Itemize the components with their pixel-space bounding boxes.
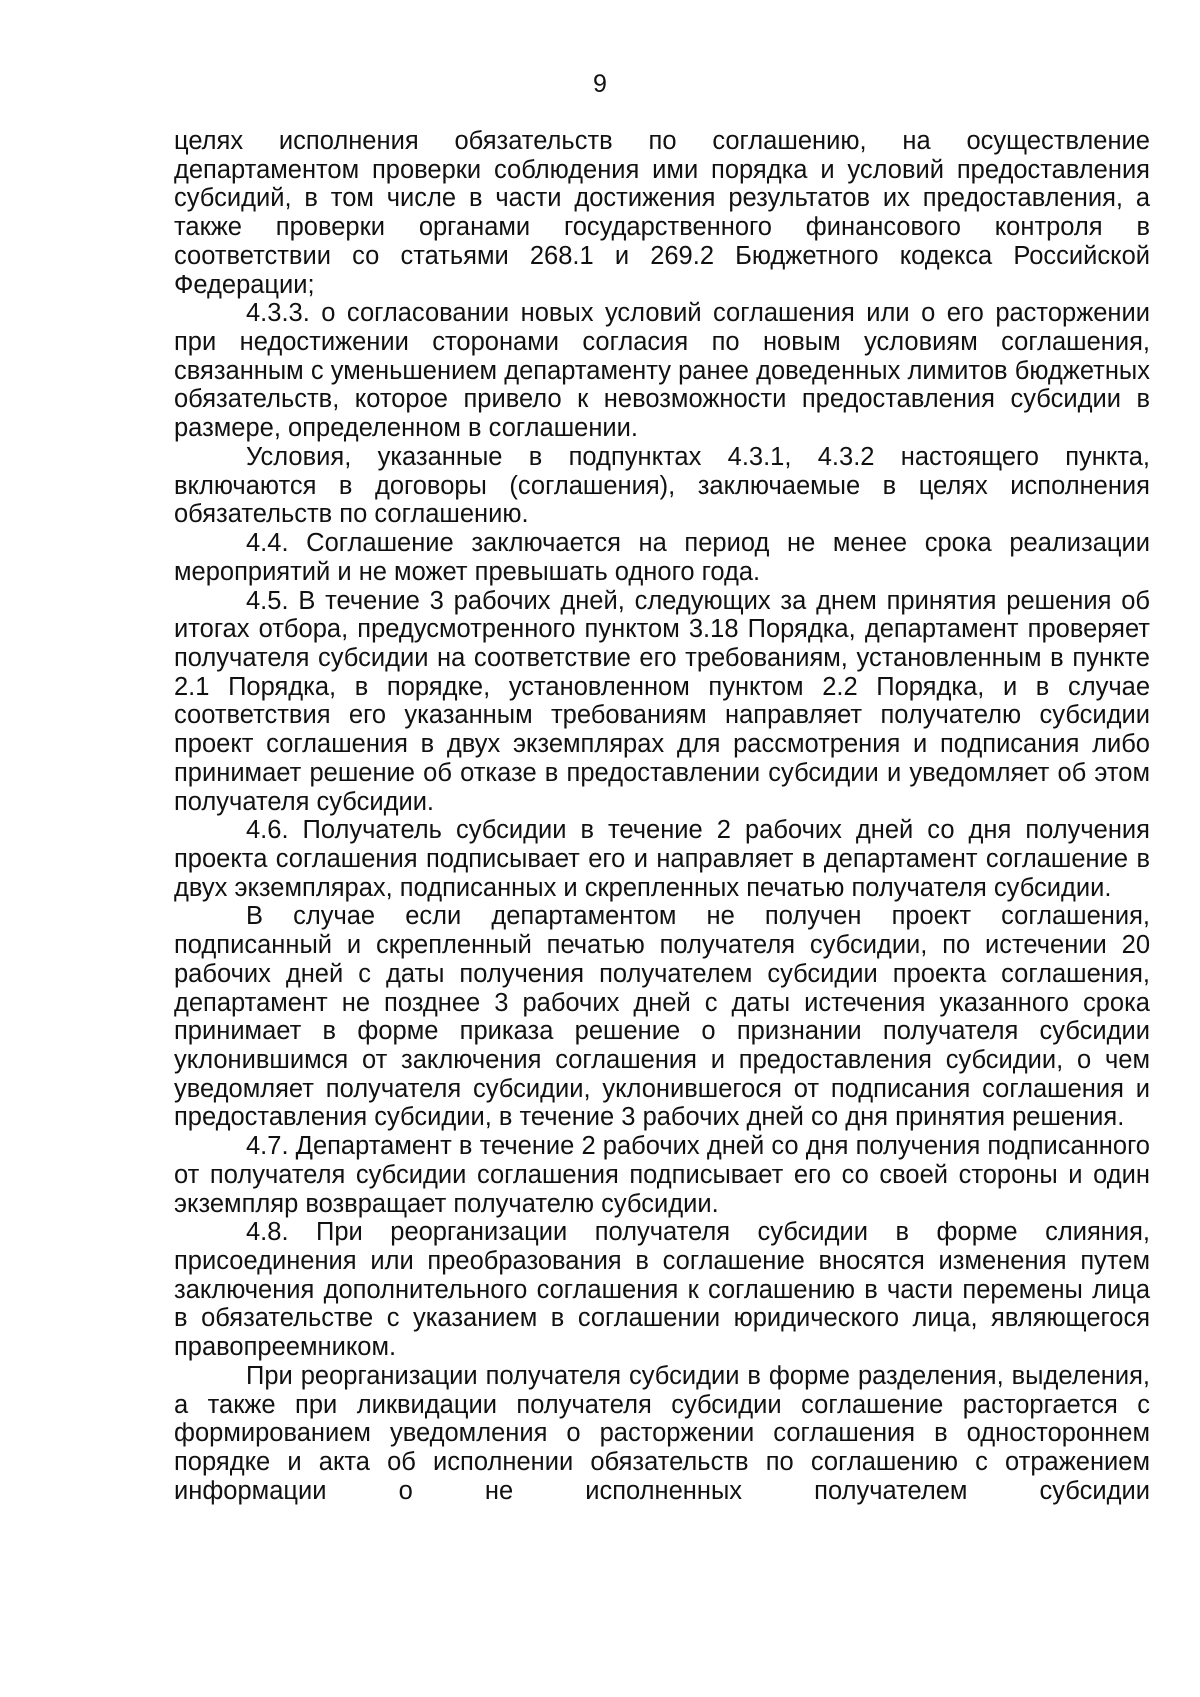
paragraph-4-6: 4.6. Получатель субсидии в течение 2 рабочих дней со дня получения проекта соглашения подписывает его и направляет в департамент соглашение в двух экземплярах, подписанных и скрепленных печатью получателя субсидии.	[174, 816, 1150, 902]
document-body	[174, 127, 1150, 1506]
paragraph-evasion: В случае если департаментом не получен проект соглашения, подписанный и скрепленный печатью получателя субсидии, по истечении 20 рабочих дней с даты получения получателем субсидии проекта соглашения, департамент не позднее 3 рабочих дней с даты истечения указанного срока принимает в форме приказа решение о признании получателя субсидии уклонившимся от заключения соглашения и предоставления субсидии, о чем уведомляет получателя субсидии, уклонившегося от подписания соглашения и предоставления субсидии, в течение 3 рабочих дней со дня принятия решения.	[174, 902, 1150, 1132]
paragraph-4-7: 4.7. Департамент в течение 2 рабочих дней со дня получения подписанного от получателя субсидии соглашения подписывает его со своей стороны и один экземпляр возвращает получателю субсидии.	[174, 1132, 1150, 1218]
page-number: 9	[593, 70, 607, 98]
paragraph-4-5: 4.5. В течение 3 рабочих дней, следующих за днем принятия решения об итогах отбора, предусмотренного пунктом 3.18 Порядка, департамент проверяет получателя субсидии на соответствие его требованиям, установленным в пункте 2.1 Порядка, в порядке, установленном пунктом 2.2 Порядка, и в случае соответствия его указанным требованиям направляет получателю субсидии проект соглашения в двух экземплярах для рассмотрения и подписания либо принимает решение об отказе в предоставлении субсидии и уведомляет об этом получателя субсидии.	[174, 586, 1150, 816]
paragraph-4-3-3: 4.3.3. о согласовании новых условий соглашения или о его расторжении при недостижении сторонами согласия по новым условиям соглашения, связанным с уменьшением департаменту ранее доведенных лимитов бюджетных обязательств, которое привело к невозможности предоставления субсидии в размере, определенном в соглашении.	[174, 299, 1150, 443]
paragraph-continuation: целях исполнения обязательств по соглашению, на осуществление департаментом проверки соблюдения ими порядка и условий предоставления субсидий, в том числе в части достижения результатов их предоставления, а также проверки органами государственного финансового контроля в соответствии со статьями 268.1 и 269.2 Бюджетного кодекса Российской Федерации;	[174, 127, 1150, 299]
paragraph-4-4: 4.4. Соглашение заключается на период не менее срока реализации мероприятий и не может превышать одного года.	[174, 529, 1150, 586]
paragraph-reorganization: При реорганизации получателя субсидии в форме разделения, выделения, а также при ликвидации получателя субсидии соглашение расторгается с формированием уведомления о расторжении соглашения в одностороннем порядке и акта об исполнении обязательств по соглашению с отражением информации о не исполненных получателем субсидии	[174, 1361, 1150, 1505]
paragraph-conditions: Условия, указанные в подпунктах 4.3.1, 4.3.2 настоящего пункта, включаются в договоры (соглашения), заключаемые в целях исполнения обязательств по соглашению.	[174, 442, 1150, 529]
paragraph-4-8: 4.8. При реорганизации получателя субсидии в форме слияния, присоединения или преобразования в соглашение вносятся изменения путем заключения дополнительного соглашения к соглашению в части перемены лица в обязательстве с указанием в соглашении юридического лица, являющегося правопреемником.	[174, 1218, 1150, 1362]
